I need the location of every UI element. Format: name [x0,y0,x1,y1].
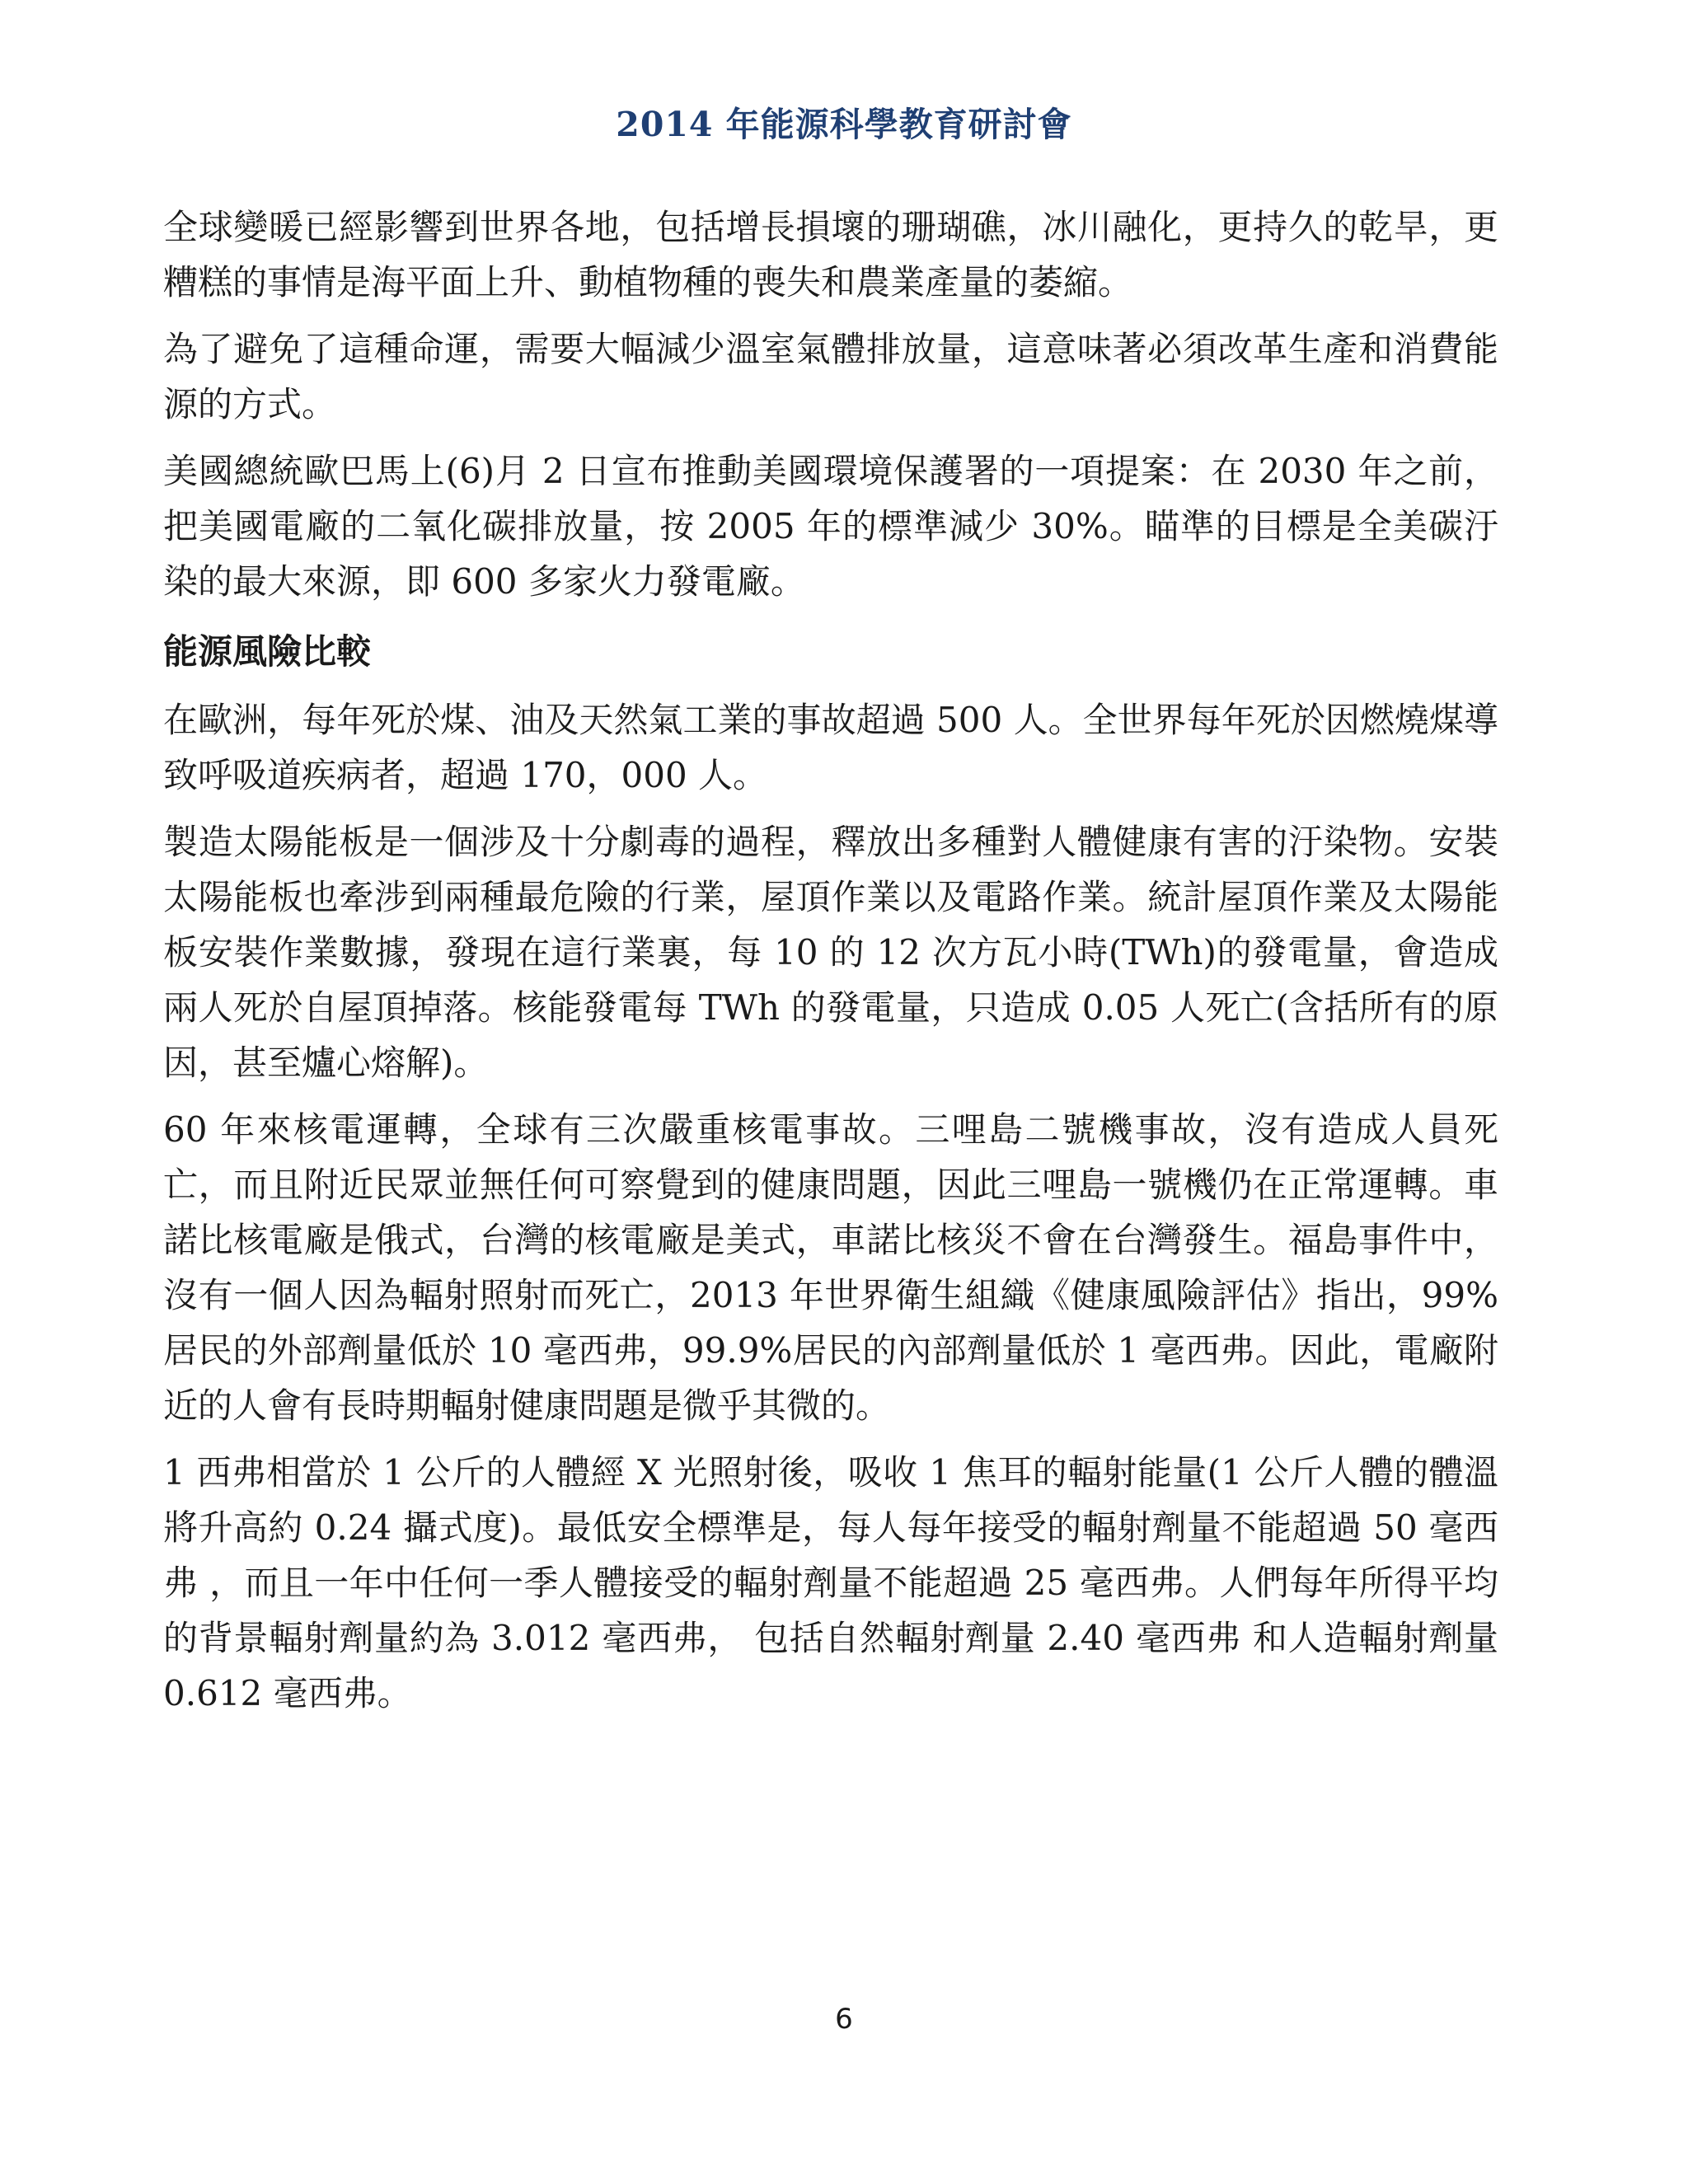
paragraph-solar-panel-risk: 製造太陽能板是一個涉及十分劇毒的過程，釋放出多種對人體健康有害的汙染物。安裝太陽能板也牽涉到兩種最危險的行業，屋頂作業以及電路作業。統計屋頂作業及太陽能板安裝作業數據，發現在這行業裏，每 10 的 12 次方瓦小時(TWh)的發電量，會造成兩人死於自屋頂掉落。核能發電每 TWh 的發電量，只造成 0.05 人死亡(含括所有的原因，甚至爐心熔解)。 [163,822,1498,1083]
paragraph-nuclear-accidents: 60 年來核電運轉，全球有三次嚴重核電事故。三哩島二號機事故，沒有造成人員死亡，而且附近民眾並無任何可察覺到的健康問題，因此三哩島一號機仍在正常運轉。車諾比核電廠是俄式，台灣的核電廠是美式，車諾比核災不會在台灣發生。福島事件中，沒有一個人因為輻射照射而死亡，2013 年世界衛生組織《健康風險評估》指出，99%居民的外部劑量低於 10 毫西弗，99.9%居民的內部劑量低於 1 毫西弗。因此，電廠附近的人會有長時期輻射健康問題是微乎其微的。 [163,1109,1498,1426]
document-body [163,199,1498,1732]
page-number: 6 [835,2003,853,2036]
section-heading-energy-risk: 能源風險比較 [163,631,372,672]
paragraph-fossil-deaths: 在歐洲，每年死於煤、油及天然氣工業的事故超過 500 人。全世界每年死於因燃燒煤導致呼吸道疾病者，超過 170，000 人。 [163,700,1498,795]
paragraph-emission-reduction: 為了避免了這種命運，需要大幅減少溫室氣體排放量，這意味著必須改革生產和消費能源的方式。 [163,329,1498,424]
paragraph-obama-proposal: 美國總統歐巴馬上(6)月 2 日宣布推動美國環境保護署的一項提案：在 2030 年之前，把美國電廠的二氧化碳排放量，按 2005 年的標準減少 30%。瞄準的目標是全美碳汙染的最大來源，即 600 多家火力發電廠。 [163,451,1498,602]
paragraph-sievert-definition: 1 西弗相當於 1 公斤的人體經 X 光照射後，吸收 1 焦耳的輻射能量(1 公斤人體的體溫將升高約 0.24 攝式度)。最低安全標準是，每人每年接受的輻射劑量不能超過 50 毫西弗 ，而且一年中任何一季人體接受的輻射劑量不能超過 25 毫西弗。人們每年所得平均的背景輻射劑量約為 3.012 毫西弗， 包括自然輻射劑量 2.40 毫西弗 和人造輻射劑量 0.612 毫西弗。 [163,1452,1498,1713]
page-header-title: 2014 年能源科學教育研討會 [616,105,1072,144]
paragraph-global-warming: 全球變暖已經影響到世界各地，包括增長損壞的珊瑚礁，冰川融化，更持久的乾旱，更糟糕的事情是海平面上升、動植物種的喪失和農業產量的萎縮。 [163,207,1498,302]
